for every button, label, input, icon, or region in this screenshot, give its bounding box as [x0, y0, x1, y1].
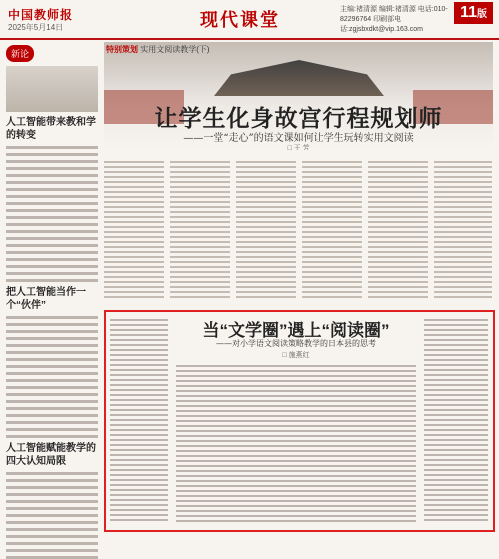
issue-date: 2025年5月14日: [8, 23, 64, 32]
highlighted-article: [104, 310, 495, 532]
page-header: [0, 0, 499, 40]
left-headline-2: 把人工智能当作一个“伙伴”: [6, 287, 86, 311]
page-number-value: 11: [460, 4, 477, 21]
article-text-col-4: [296, 362, 356, 522]
article-text-col-right: [424, 316, 488, 524]
feature-byline: □ 王 芳: [287, 145, 310, 150]
section-badge: 新论: [6, 45, 34, 62]
newspaper-brand: 中国教师报: [8, 8, 74, 22]
article-text-col-left: [110, 316, 168, 524]
article-text-col-3: [236, 362, 296, 522]
feature-text-col-2: [170, 158, 230, 298]
feature-tag-text: 实用文阅读教学(下): [140, 45, 210, 54]
portrait-image: [6, 66, 98, 112]
article-subtitle: ——对小学语文阅读策略教学的日本县的思考: [216, 339, 376, 348]
feature-text-col-3: [236, 158, 296, 298]
feature-text-col-4: [302, 158, 362, 298]
feature-tag-label: 特别策划: [106, 45, 138, 54]
feature-banner: [104, 42, 493, 150]
article-text-col-2: [176, 362, 236, 522]
page-number: [454, 2, 493, 24]
left-text-3: [6, 472, 98, 559]
left-headline-3: 人工智能赋能教学的四大认知局限: [6, 443, 96, 467]
article-author: □ 施燕红: [282, 352, 310, 359]
left-text-2: [6, 316, 98, 438]
feature-text-col-5: [368, 158, 428, 298]
main-area: [104, 42, 493, 530]
left-text-1: [6, 146, 98, 282]
page-number-suffix: 版: [477, 9, 487, 20]
left-column: [6, 42, 98, 530]
feature-subheadline: ——一堂“走心”的语文课如何让学生玩转实用文阅读: [183, 133, 414, 144]
feature-headline: 让学生化身故宫行程规划师: [154, 105, 443, 131]
article-title: 当“文学圈”遇上“阅读圈”: [202, 321, 390, 340]
editor-line: 主编:褚清源 编辑:褚清源 电话:010-82296764 印刷部电话:zgjsbxdkt@vip.163.com: [340, 6, 448, 33]
section-title: 现代课堂: [200, 10, 280, 31]
feature-tag: [106, 44, 210, 55]
feature-text-col-6: [434, 158, 492, 298]
palace-roof-image: [214, 60, 384, 96]
article-text-col-5: [356, 362, 416, 522]
left-headline-1: 人工智能带来教和学的转变: [6, 117, 96, 141]
feature-text-col-1: [104, 158, 164, 298]
